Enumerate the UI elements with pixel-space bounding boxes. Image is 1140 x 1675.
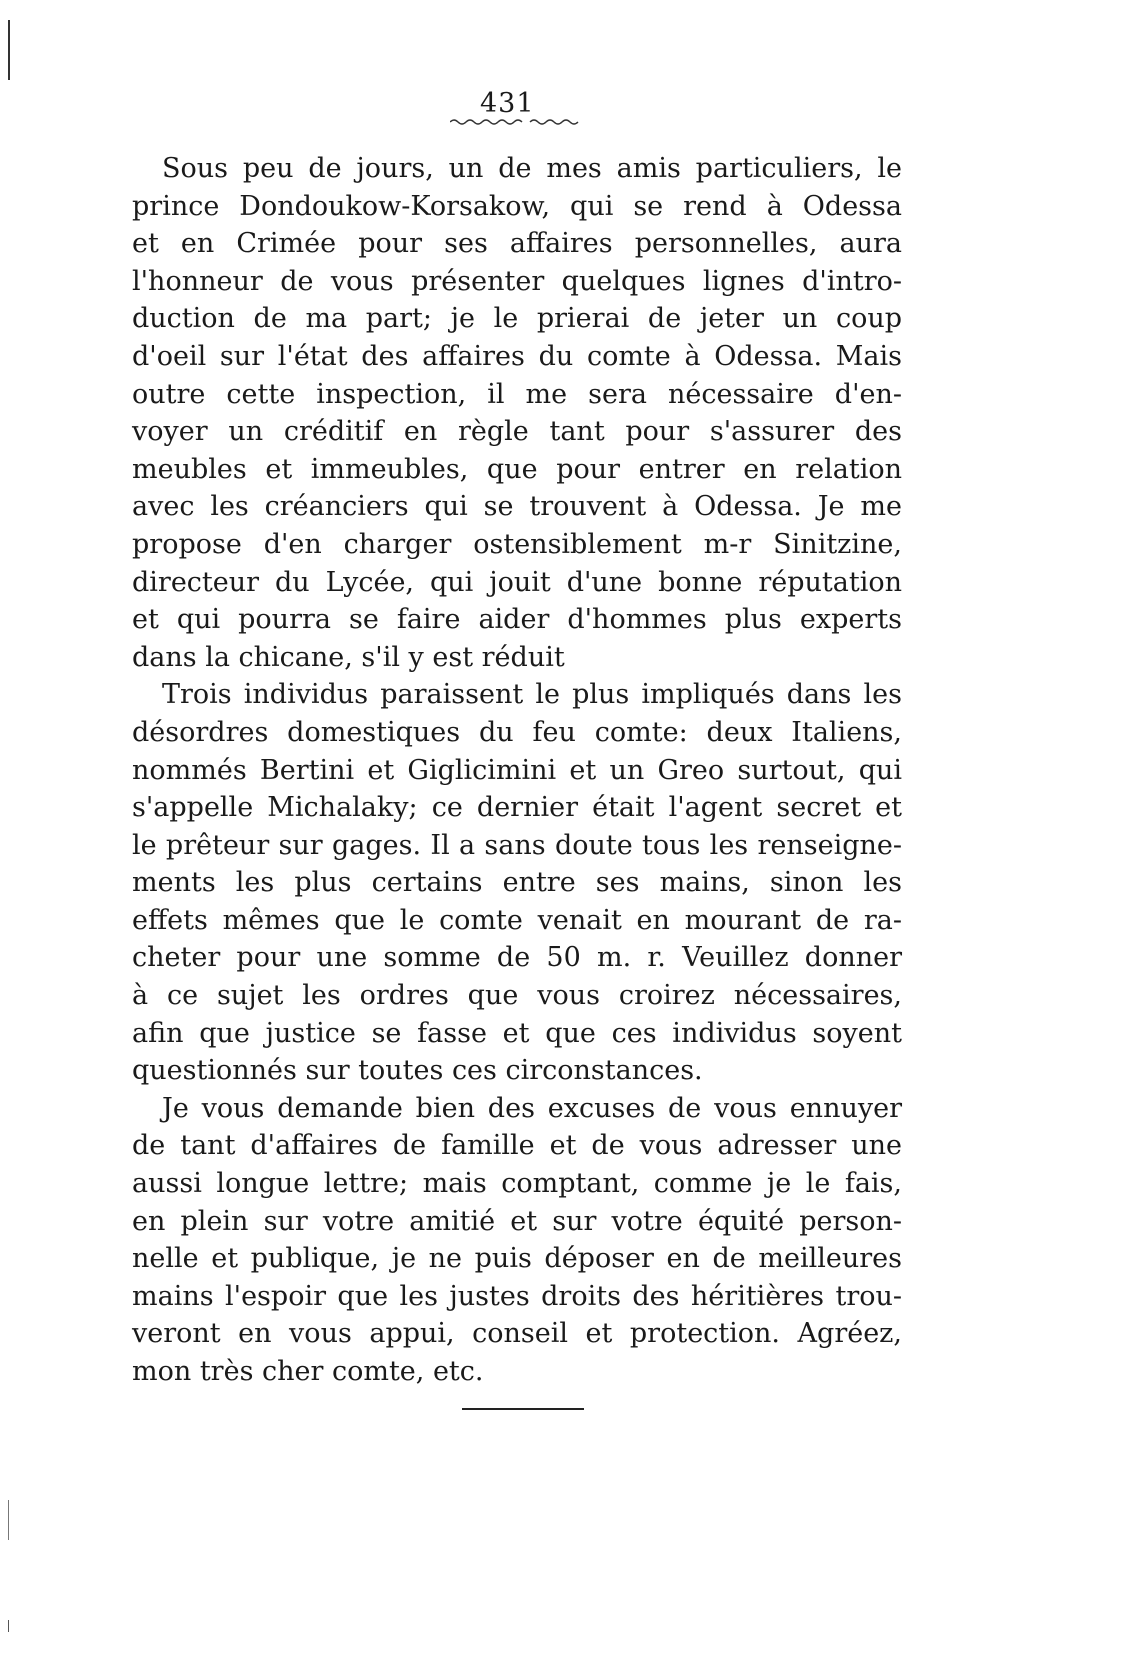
text-line: le prêteur sur gages. Il a sans doute tous les renseigne-	[132, 829, 902, 861]
text-line: Je vous demande bien des excuses de vous ennuyer	[162, 1092, 902, 1124]
text-line: directeur du Lycée, qui jouit d'une bonne réputation	[132, 566, 902, 598]
paragraph-2	[132, 676, 902, 1090]
text-line: outre cette inspection, il me sera nécessaire d'en-	[132, 378, 902, 410]
text-line: propose d'en charger ostensiblement m-r Sinitzine,	[132, 528, 902, 560]
paragraph-1	[132, 150, 902, 676]
text-line: duction de ma part; je le prierai de jeter un coup	[132, 303, 902, 335]
text-line: nelle et publique, je ne puis déposer en de meilleures	[132, 1243, 902, 1275]
text-line: l'honneur de vous présenter quelques lignes d'intro-	[132, 265, 902, 297]
page-number: 431	[480, 88, 535, 119]
text-line: effets mêmes que le comte venait en mourant de ra-	[132, 904, 902, 936]
text-line: dans la chicane, s'il y est réduit	[132, 641, 565, 673]
text-line: d'oeil sur l'état des affaires du comte à Odessa. Mais	[132, 340, 902, 372]
text-line: et en Crimée pour ses affaires personnelles, aura	[132, 228, 902, 260]
text-line: cheter pour une somme de 50 m. r. Veuillez donner	[132, 942, 902, 974]
page-number-ornament	[450, 118, 580, 126]
text-line: en plein sur votre amitié et sur votre équité person-	[132, 1205, 902, 1237]
text-line: prince Dondoukow-Korsakow, qui se rend à Odessa	[132, 190, 902, 222]
text-line: nommés Bertini et Gigliciminі et un Greo surtout, qui	[132, 754, 902, 786]
text-line: voyer un créditif en règle tant pour s'assurer des	[132, 416, 902, 448]
text-line: et qui pourra se faire aider d'hommes plus experts	[132, 604, 902, 636]
text-line: de tant d'affaires de famille et de vous adresser une	[132, 1130, 902, 1162]
scan-edge-mark	[8, 1620, 9, 1632]
text-line: s'appelle Michalaky; ce dernier était l'agent secret et	[132, 792, 902, 824]
text-line: questionnés sur toutes ces circonstances.	[132, 1055, 703, 1087]
text-line: meubles et immeubles, que pour entrer en relation	[132, 453, 902, 485]
scan-edge-mark	[8, 1500, 9, 1540]
text-line: mon très cher comte, etc.	[132, 1356, 484, 1387]
text-line: Sous peu de jours, un de mes amis particuliers, le	[162, 153, 902, 184]
letter-body	[132, 150, 902, 1391]
scan-edge-mark	[8, 20, 10, 80]
text-line: aussi longue lettre; mais comptant, comme je le fais,	[132, 1168, 902, 1200]
text-line: afin que justice se fasse et que ces individus soyent	[132, 1017, 902, 1049]
end-rule	[462, 1408, 584, 1410]
text-line: avec les créanciers qui se trouvent à Odessa. Je me	[132, 491, 902, 523]
text-line: désordres domestiques du feu comte: deux Italiens,	[132, 716, 902, 748]
text-line: mains l'espoir que les justes droits des héritières trou-	[132, 1280, 902, 1312]
paragraph-3	[132, 1090, 902, 1391]
text-line: Trois individus paraissent le plus impliqués dans les	[162, 679, 902, 711]
text-line: veront en vous appui, conseil et protection. Agréez,	[132, 1318, 902, 1350]
text-line: ments les plus certains entre ses mains, sinon les	[132, 867, 902, 899]
text-line: à ce sujet les ordres que vous croirez nécessaires,	[132, 980, 902, 1012]
